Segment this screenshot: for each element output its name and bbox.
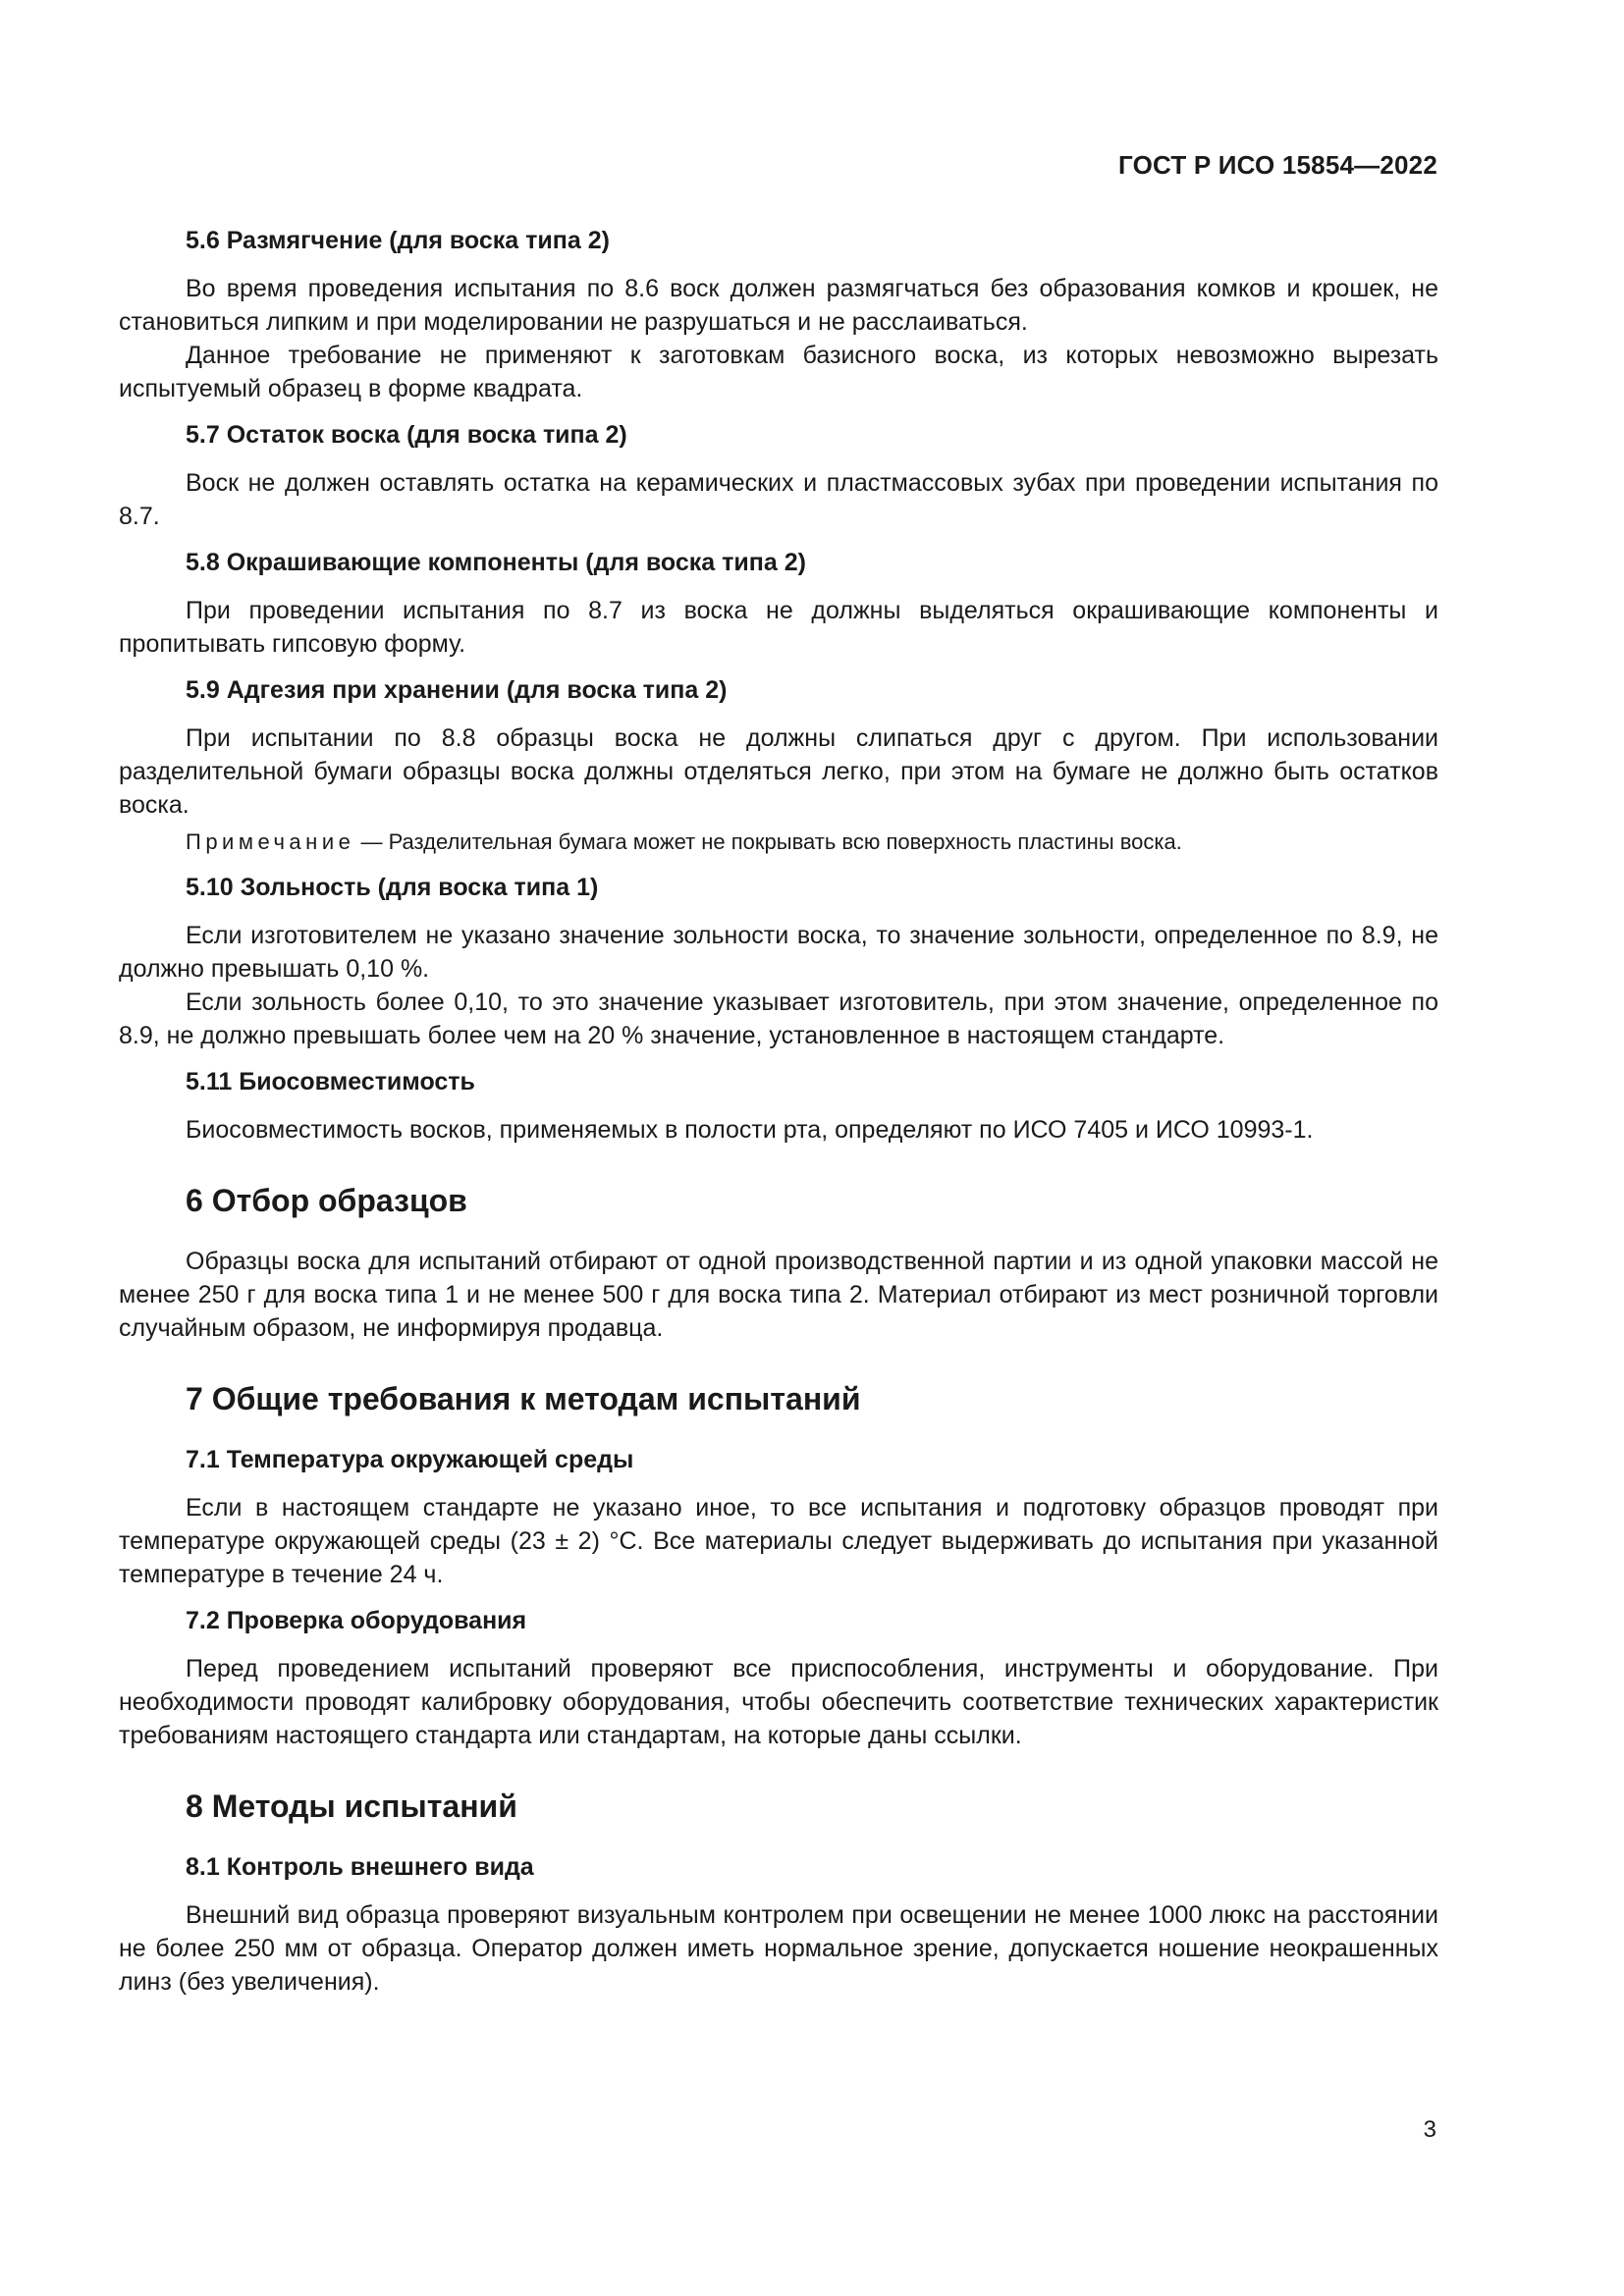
subsection-title: 5.7 Остаток воска (для воска типа 2)	[186, 421, 627, 449]
paragraph: Если зольность более 0,10, то это значение указывает изготовитель, при этом значение, определенное по 8.9, не должно превышать более чем на 20 % значение, установленное в настоящем стандарте.	[119, 988, 1438, 1049]
section-7-2	[119, 1604, 1438, 1752]
section-7	[119, 1378, 1438, 1419]
note-text: — Разделительная бумага может не покрывать всю поверхность пластины воска.	[354, 829, 1182, 854]
section-title: 6 Отбор образцов	[186, 1183, 467, 1218]
section-5-9	[119, 673, 1438, 857]
subsection-title: 5.11 Биосовместимость	[186, 1068, 475, 1095]
standard-code: ГОСТ Р ИСО 15854—2022	[1117, 150, 1437, 180]
paragraph: Если в настоящем стандарте не указано иное, то все испытания и подготовку образцов проводят при температуре окружающей среды (23 ± 2) °С. Все материалы следует выдерживать до испытания при указанной температуре в течение 24 ч.	[119, 1494, 1438, 1588]
paragraph: При проведении испытания по 8.7 из воска не должны выделяться окрашивающие компоненты и пропитывать гипсовую форму.	[119, 597, 1438, 658]
section-5-8	[119, 546, 1438, 661]
section-5-6	[119, 224, 1438, 405]
paragraph: Данное требование не применяют к заготовкам базисного воска, из которых невозможно вырезать испытуемый образец в форме квадрата.	[119, 342, 1438, 402]
page-number: 3	[1423, 2116, 1436, 2143]
section-8-1	[119, 1850, 1438, 1999]
paragraph: Образцы воска для испытаний отбирают от одной производственной партии и из одной упаковки массой не менее 250 г для воска типа 1 и не менее 500 г для воска типа 2. Материал отбирают из мест розничной торговли случайным образом, не информируя продавца.	[119, 1248, 1438, 1342]
subsection-title: 7.2 Проверка оборудования	[186, 1607, 527, 1634]
section-title: 7 Общие требования к методам испытаний	[186, 1381, 861, 1416]
paragraph: Биосовместимость восков, применяемых в полости рта, определяют по ИСО 7405 и ИСО 10993-1.	[186, 1116, 1314, 1144]
subsection-title: 5.9 Адгезия при хранении (для воска типа 2)	[186, 676, 728, 704]
section-6	[119, 1180, 1438, 1345]
paragraph: Внешний вид образца проверяют визуальным контролем при освещении не менее 1000 люкс на расстоянии не более 250 мм от образца. Оператор должен иметь нормальное зрение, допускается ношение неокрашенных линз (без увеличения).	[119, 1901, 1438, 1996]
section-5-7	[119, 418, 1438, 533]
paragraph: Перед проведением испытаний проверяют все приспособления, инструменты и оборудование. При необходимости проводят калибровку оборудования, чтобы обеспечить соответствие технических характеристик требованиям настоящего стандарта или стандартам, на которые даны ссылки.	[119, 1655, 1438, 1749]
subsection-title: 5.8 Окрашивающие компоненты (для воска типа 2)	[186, 549, 806, 576]
subsection-title: 5.6 Размягчение (для воска типа 2)	[186, 227, 610, 254]
page-content	[119, 224, 1438, 2011]
paragraph: Если изготовителем не указано значение зольности воска, то значение зольности, определенное по 8.9, не должно превышать 0,10 %.	[119, 922, 1438, 983]
section-8	[119, 1786, 1438, 1827]
section-title: 8 Методы испытаний	[186, 1789, 517, 1824]
subsection-title: 8.1 Контроль внешнего вида	[186, 1853, 534, 1881]
paragraph: При испытании по 8.8 образцы воска не должны слипаться друг с другом. При использовании разделительной бумаги образцы воска должны отделяться легко, при этом на бумаге не должно быть остатков воска.	[119, 724, 1438, 819]
note	[119, 828, 1438, 857]
note-label: Примечание	[186, 829, 355, 854]
paragraph: Во время проведения испытания по 8.6 воск должен размягчаться без образования комков и крошек, не становиться липким и при моделировании не разрушаться и не расслаиваться.	[119, 275, 1438, 336]
subsection-title: 5.10 Зольность (для воска типа 1)	[186, 874, 599, 901]
section-5-11	[119, 1065, 1438, 1147]
paragraph: Воск не должен оставлять остатка на керамических и пластмассовых зубах при проведении испытания по 8.7.	[119, 469, 1438, 530]
subsection-title: 7.1 Температура окружающей среды	[186, 1446, 634, 1473]
section-5-10	[119, 871, 1438, 1052]
section-7-1	[119, 1443, 1438, 1591]
